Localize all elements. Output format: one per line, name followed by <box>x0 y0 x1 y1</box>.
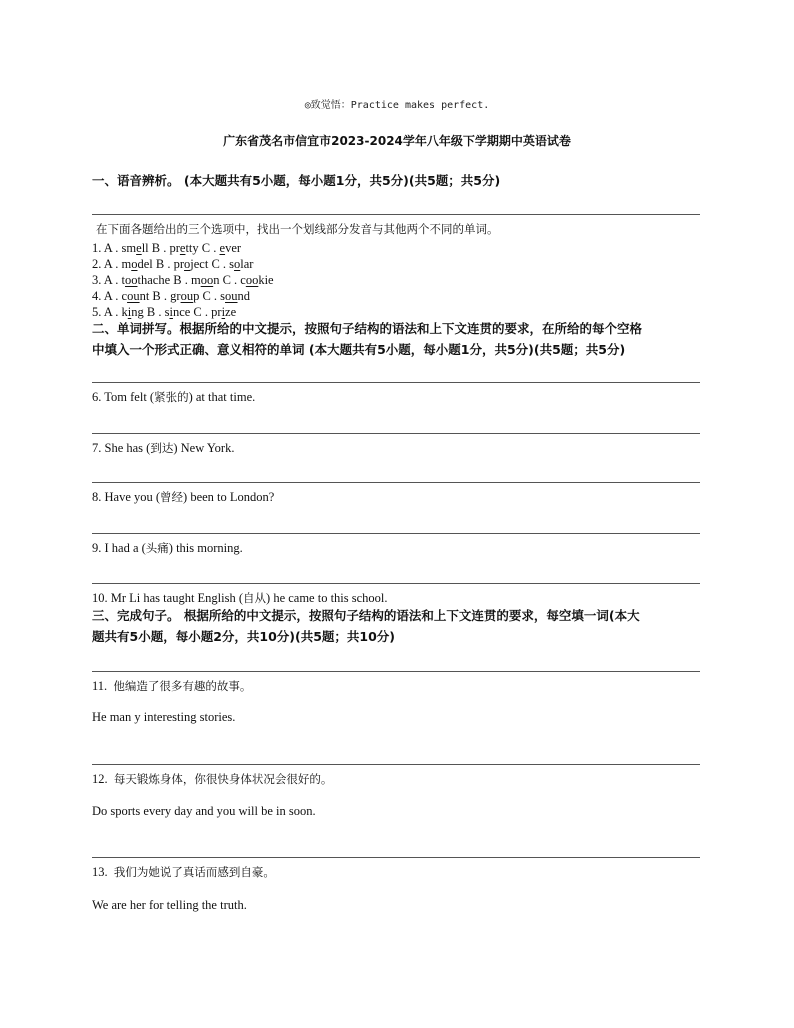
divider <box>92 764 700 765</box>
question-7: 7. She has (到达) New York. <box>92 441 235 455</box>
question-9: 9. I had a (头痛) this morning. <box>92 541 243 555</box>
divider <box>92 214 700 215</box>
divider <box>92 857 700 858</box>
divider <box>92 382 700 383</box>
question-11: 11. 他编造了很多有趣的故事。 <box>92 679 252 693</box>
question-13: 13. 我们为她说了真话而感到自豪。 <box>92 865 275 879</box>
question-13-sentence: We are her for telling the truth. <box>92 898 247 912</box>
section1-instruction: 在下面各题给出的三个选项中，找出一个划线部分发音与其他两个不同的单词。 <box>96 222 499 236</box>
divider <box>92 482 700 483</box>
question-12: 12. 每天锻炼身体，你很快身体状况会很好的。 <box>92 772 333 786</box>
question-10: 10. Mr Li has taught English (自从) he came to this school. <box>92 591 388 605</box>
question-6: 6. Tom felt (紧张的) at that time. <box>92 390 256 404</box>
divider <box>92 583 700 584</box>
phonics-item: 1. A . smell B . pretty C . ever <box>92 241 242 255</box>
section2-heading-line2: 中填入一个形式正确、意义相符的单词 (本大题共有5小题，每小题1分，共5分)(共5题；共5分) <box>92 342 626 357</box>
section3-heading-line1: 三、完成句子。 根据所给的中文提示，按照句子结构的语法和上下文连贯的要求，每空填一词(本大 <box>92 608 640 623</box>
section1-heading: 一、语音辨析。 (本大题共有5小题，每小题1分，共5分)(共5题；共5分) <box>92 173 501 188</box>
question-11-sentence: He man y interesting stories. <box>92 710 236 724</box>
phonics-item: 2. A . model B . project C . solar <box>92 257 254 271</box>
phonics-item: 5. A . king B . since C . prize <box>92 305 237 319</box>
section3-heading-line2: 题共有5小题，每小题2分，共10分)(共5题；共10分) <box>92 629 396 644</box>
phonics-item: 4. A . count B . group C . sound <box>92 289 251 303</box>
phonics-item: 3. A . toothache B . moon C . cookie <box>92 273 274 287</box>
motto: ◎致觉悟：Practice makes perfect. <box>304 100 490 111</box>
divider <box>92 671 700 672</box>
exam-title: 广东省茂名市信宜市2023-2024学年八年级下学期期中英语试卷 <box>223 134 571 148</box>
divider <box>92 433 700 434</box>
question-12-sentence: Do sports every day and you will be in soon. <box>92 804 316 818</box>
divider <box>92 533 700 534</box>
section2-heading-line1: 二、单词拼写。根据所给的中文提示，按照句子结构的语法和上下文连贯的要求，在所给的每个空格 <box>92 321 643 336</box>
question-8: 8. Have you (曾经) been to London? <box>92 490 275 504</box>
